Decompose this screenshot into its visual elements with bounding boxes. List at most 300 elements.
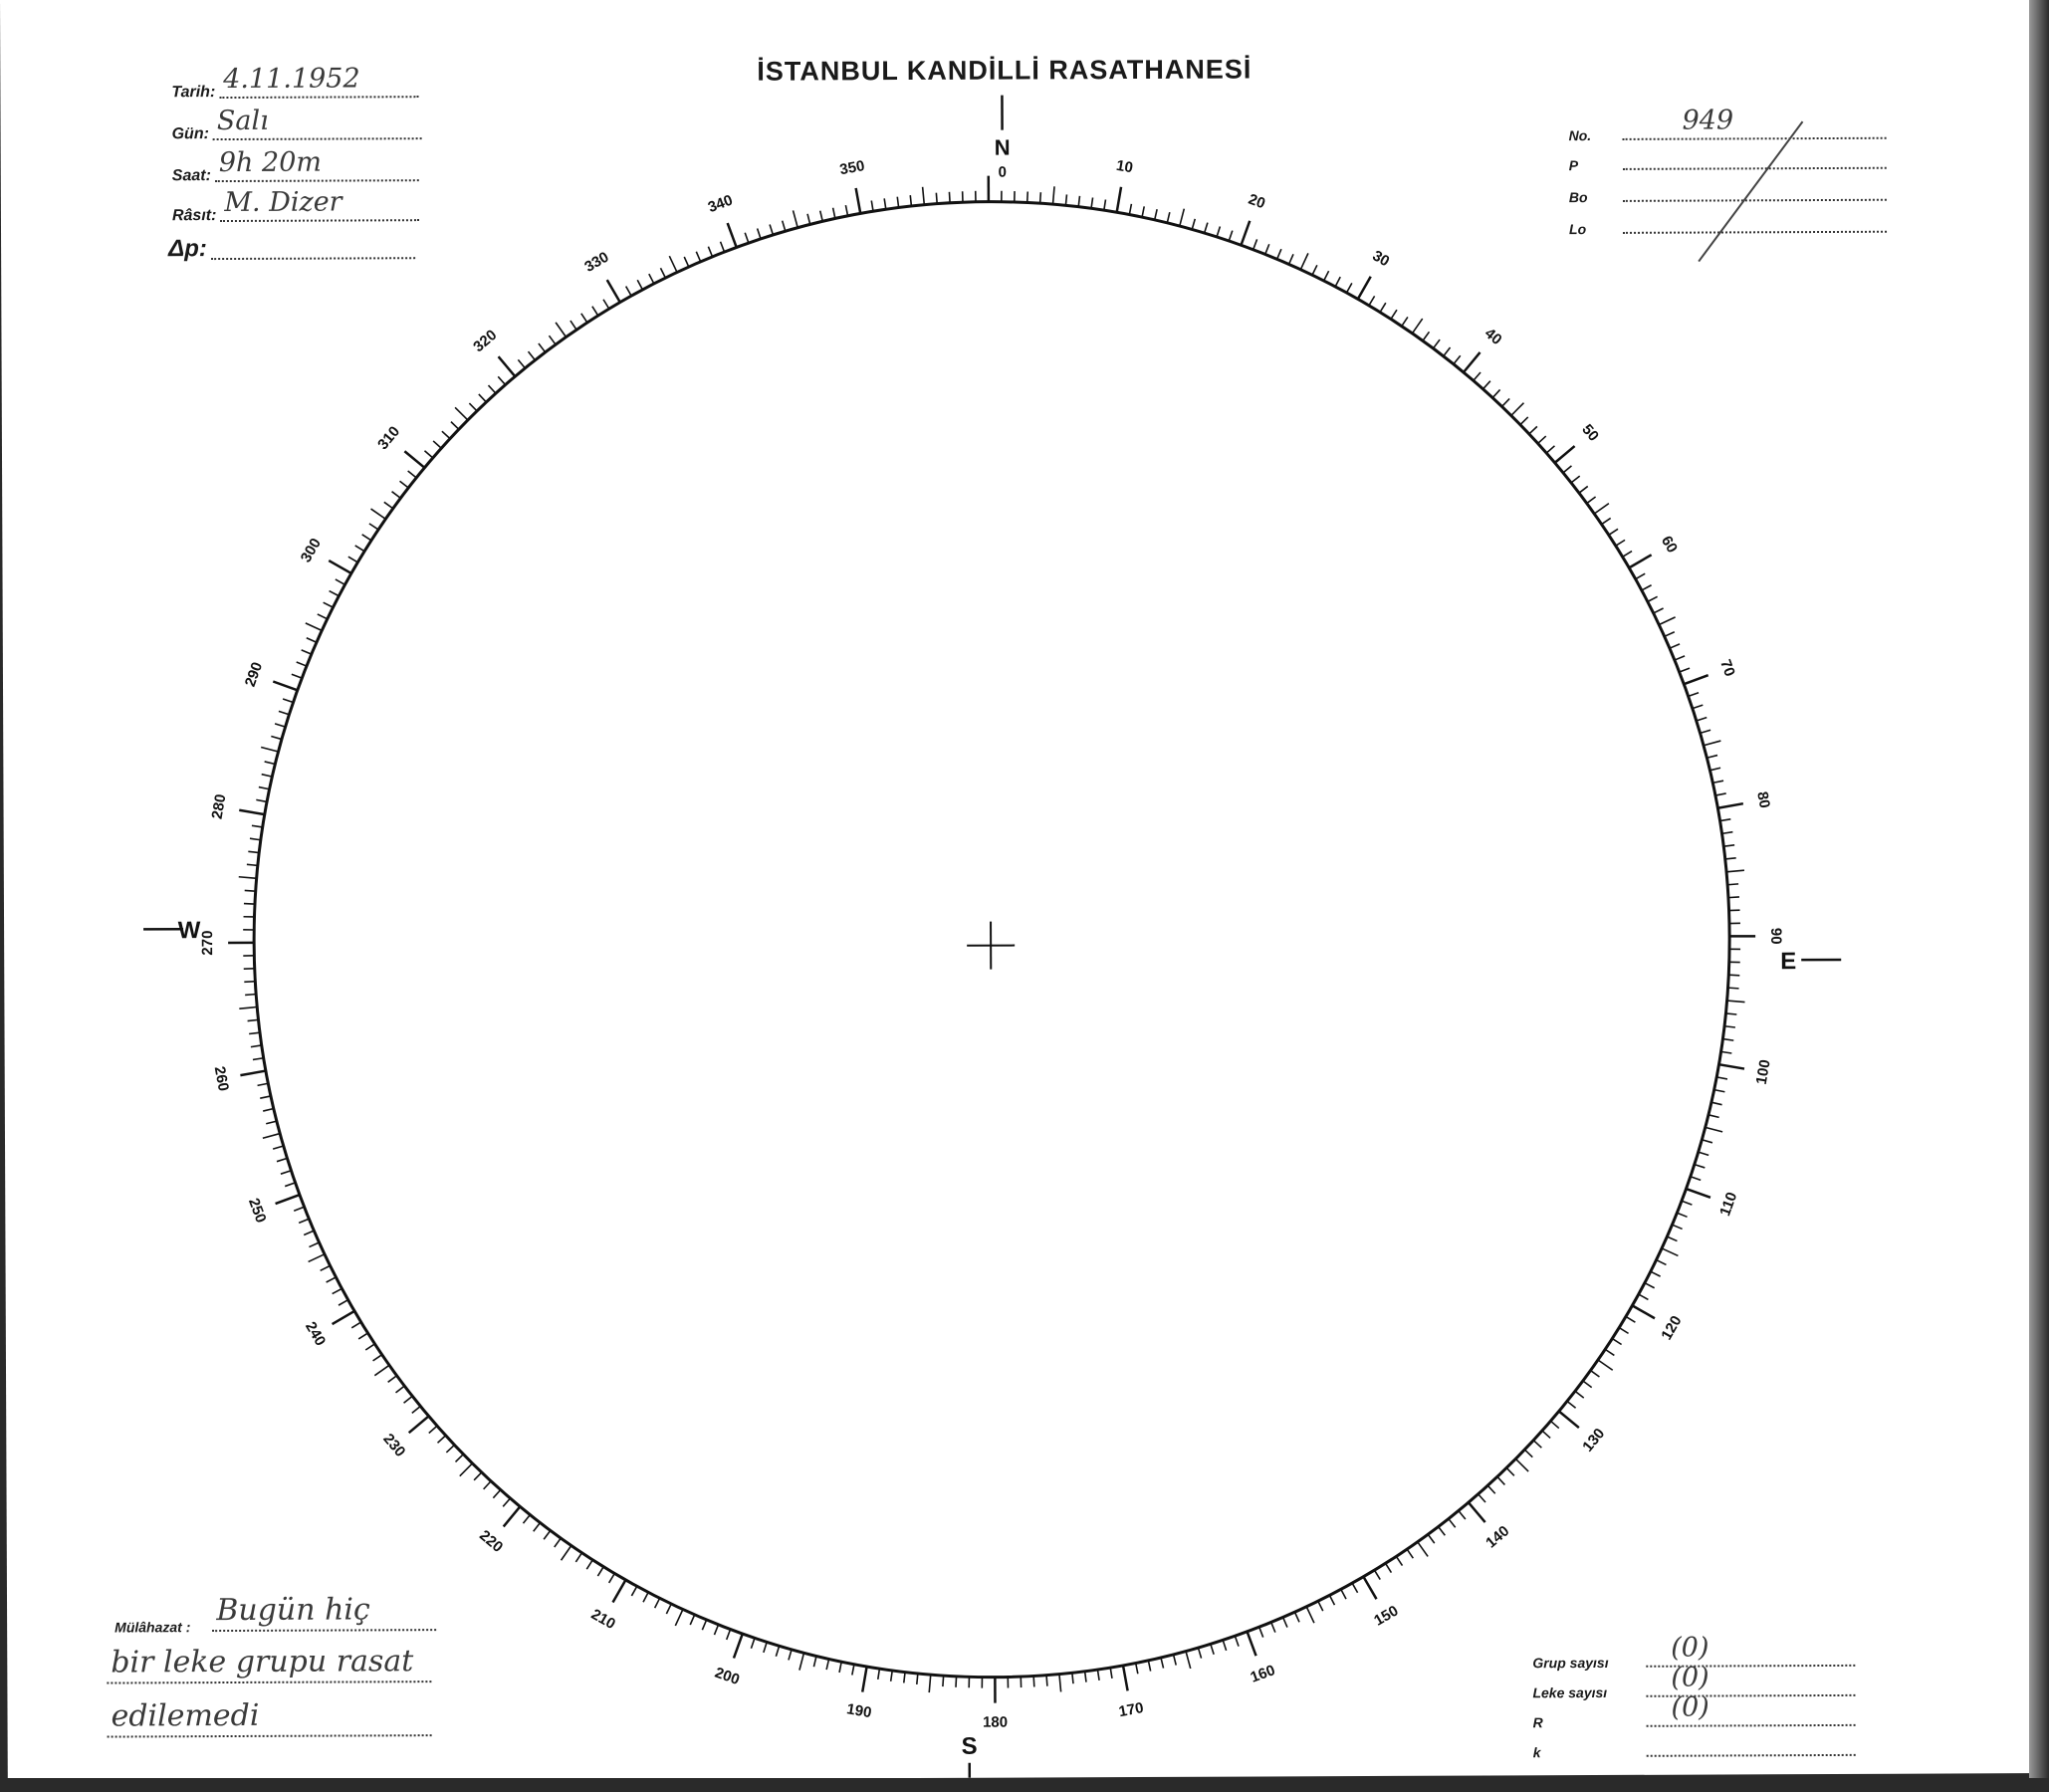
degree-tick <box>333 1288 342 1293</box>
degree-tick <box>734 1634 743 1658</box>
degree-label: 280 <box>208 792 230 821</box>
degree-tick <box>1721 832 1732 834</box>
degree-tick <box>455 407 468 420</box>
degree-tick <box>281 1171 292 1174</box>
k-field <box>1533 1724 1856 1760</box>
degree-tick <box>294 1207 304 1211</box>
degree-tick <box>1567 1401 1576 1408</box>
degree-tick <box>534 1523 541 1532</box>
degree-tick <box>1223 1640 1226 1651</box>
degree-tick <box>266 1121 277 1124</box>
degree-tick <box>612 1580 625 1603</box>
degree-tick <box>1198 1648 1201 1659</box>
degree-label: 260 <box>210 1064 232 1093</box>
degree-tick <box>1205 223 1208 234</box>
degree-tick <box>339 1300 348 1305</box>
degree-tick <box>910 195 911 206</box>
degree-tick <box>1423 332 1430 340</box>
degree-tick <box>251 1045 262 1047</box>
degree-tick <box>1428 1534 1435 1543</box>
degree-tick <box>329 560 351 573</box>
degree-tick <box>362 535 371 541</box>
degree-tick <box>297 662 307 666</box>
degree-tick <box>1672 1225 1682 1229</box>
degree-tick <box>306 623 322 631</box>
remarks-label: Mülâhazat : <box>114 1619 191 1636</box>
degree-tick <box>1117 187 1122 213</box>
degree-tick <box>1632 1305 1655 1318</box>
degree-label: 180 <box>983 1713 1009 1731</box>
degree-tick <box>395 1386 404 1393</box>
degree-label: 200 <box>712 1664 742 1689</box>
degree-tick <box>275 724 286 727</box>
degree-tick <box>1714 1090 1725 1092</box>
degree-tick <box>1306 1607 1314 1623</box>
degree-tick <box>666 1604 671 1614</box>
degree-tick <box>1520 417 1528 425</box>
degree-tick <box>1241 221 1250 245</box>
degree-tick <box>923 187 925 205</box>
zero-degree-label: 0 <box>998 163 1007 181</box>
degree-tick <box>277 1158 288 1161</box>
degree-tick <box>1657 1260 1667 1265</box>
degree-label: 210 <box>587 1605 618 1634</box>
degree-tick <box>1346 283 1351 293</box>
degree-label: 300 <box>297 535 325 565</box>
degree-tick <box>1167 212 1170 223</box>
r-label: R <box>1532 1714 1543 1731</box>
degree-tick <box>437 1436 445 1443</box>
degree-tick <box>1300 253 1308 269</box>
degree-tick <box>1651 1271 1661 1276</box>
p-label: P <box>1568 157 1579 174</box>
remarks-field <box>114 1592 436 1636</box>
degree-tick <box>643 1592 648 1602</box>
degree-tick <box>1318 1601 1323 1611</box>
degree-tick <box>929 1675 931 1692</box>
degree-tick <box>1699 1152 1709 1155</box>
degree-tick <box>1642 585 1652 590</box>
degree-tick <box>1229 231 1233 241</box>
degree-tick <box>283 699 293 703</box>
degree-tick <box>424 451 432 458</box>
degree-tick <box>1619 1328 1628 1334</box>
number-value: 949 <box>1682 105 1734 136</box>
degree-tick <box>1335 277 1340 287</box>
degree-tick <box>384 502 393 509</box>
remarks-line-2: bir leke grupu rasat <box>111 1644 414 1680</box>
degree-tick <box>1665 632 1675 637</box>
degree-tick <box>1689 693 1699 697</box>
degree-tick <box>451 422 459 430</box>
degree-tick <box>265 762 276 765</box>
degree-tick <box>1693 705 1704 708</box>
degree-label: 320 <box>470 326 501 356</box>
degree-tick <box>1662 1248 1678 1256</box>
degree-tick <box>1727 884 1738 885</box>
degree-tick <box>721 242 725 252</box>
time-label: Saat: <box>171 167 211 185</box>
degree-tick <box>523 1515 530 1524</box>
degree-label: 100 <box>1752 1058 1774 1086</box>
degree-tick <box>1482 381 1489 389</box>
degree-tick <box>392 492 401 499</box>
lo-label: Lo <box>1568 221 1587 238</box>
degree-tick <box>1072 1673 1073 1683</box>
degree-tick <box>1091 198 1093 209</box>
degree-tick <box>1728 975 1739 976</box>
degree-tick <box>684 257 689 267</box>
degree-tick <box>261 747 278 752</box>
degree-tick <box>529 351 536 360</box>
degree-tick <box>1341 1589 1346 1599</box>
degree-tick <box>358 1333 367 1339</box>
degree-tick <box>1454 355 1461 364</box>
degree-tick <box>1358 277 1371 300</box>
degree-tick <box>708 247 712 257</box>
degree-tick <box>1708 1115 1719 1118</box>
degree-tick <box>318 614 328 619</box>
degree-label: 120 <box>1658 1312 1686 1344</box>
degree-tick <box>1712 781 1723 783</box>
degree-tick <box>555 1538 562 1547</box>
degree-tick <box>884 198 886 209</box>
degree-tick <box>592 307 598 316</box>
degree-tick <box>745 233 749 243</box>
degree-tick <box>690 1615 695 1625</box>
degree-tick <box>1616 540 1625 546</box>
degree-tick <box>1538 436 1546 443</box>
degree-tick <box>813 1656 816 1667</box>
degree-tick <box>696 252 700 262</box>
degree-tick <box>1648 596 1658 601</box>
degree-tick <box>839 1662 841 1673</box>
degree-tick <box>1277 249 1281 259</box>
degree-tick <box>544 1530 551 1539</box>
solar-disc-circle <box>251 198 1732 1680</box>
degree-tick <box>1174 1655 1177 1666</box>
degree-tick <box>1136 1663 1138 1674</box>
degree-tick <box>474 1472 482 1480</box>
degree-tick <box>1725 1013 1736 1014</box>
degree-tick <box>1110 1668 1112 1679</box>
degree-tick <box>1046 1676 1047 1686</box>
degree-tick <box>1161 1658 1164 1669</box>
degree-tick <box>1587 497 1596 504</box>
degree-tick <box>409 1416 429 1433</box>
degree-label: 170 <box>1117 1698 1145 1721</box>
degree-tick <box>412 1406 421 1413</box>
degree-tick <box>1691 1177 1701 1181</box>
degree-tick <box>1724 1026 1735 1027</box>
degree-tick <box>655 1598 660 1608</box>
degree-tick <box>581 314 587 323</box>
degree-tick <box>1148 1661 1150 1672</box>
degree-label: 90 <box>1767 927 1785 945</box>
degree-tick <box>1626 1316 1635 1322</box>
degree-tick <box>1722 1039 1733 1041</box>
degree-tick <box>1546 446 1554 453</box>
degree-label: 70 <box>1716 657 1738 679</box>
west-label: W <box>177 917 201 945</box>
degree-label: 250 <box>245 1196 270 1226</box>
degree-tick <box>852 1665 854 1676</box>
degree-tick <box>1097 1670 1099 1680</box>
degree-tick <box>1180 209 1185 226</box>
degree-tick <box>302 650 312 654</box>
degree-tick <box>1707 756 1717 759</box>
degree-tick <box>1433 339 1440 348</box>
degree-tick <box>1639 1294 1649 1299</box>
degree-tick <box>1294 1612 1299 1622</box>
remarks-line-3: edilemedi <box>111 1697 260 1734</box>
degree-tick <box>1725 858 1736 859</box>
degree-tick <box>871 200 873 211</box>
degree-tick <box>1059 1675 1061 1692</box>
degree-tick <box>244 982 255 983</box>
degree-tick <box>943 1676 944 1686</box>
delta-p-label: Δp: <box>168 235 207 263</box>
degree-tick <box>442 431 450 439</box>
degree-tick <box>626 287 631 297</box>
degree-tick <box>333 1311 355 1324</box>
degree-tick <box>820 211 823 222</box>
degree-tick <box>321 1265 331 1270</box>
degree-label: 290 <box>241 659 267 690</box>
degree-tick <box>371 509 386 519</box>
degree-label: 140 <box>1482 1522 1513 1552</box>
degree-tick <box>1155 209 1158 220</box>
degree-tick <box>845 205 847 216</box>
degree-label: 150 <box>1371 1602 1402 1630</box>
degree-label: 10 <box>1114 156 1135 177</box>
remarks-row-2 <box>107 1644 431 1683</box>
degree-label: 350 <box>838 157 866 179</box>
degree-tick <box>484 1481 492 1489</box>
degree-tick <box>549 336 556 344</box>
degree-tick <box>807 214 810 225</box>
spot-count-label: Leke sayısı <box>1532 1683 1608 1701</box>
degree-tick <box>239 1007 257 1008</box>
observer-label: Râsıt: <box>171 207 217 225</box>
degree-tick <box>1479 1494 1485 1502</box>
time-value: 9h 20m <box>218 146 323 179</box>
degree-tick <box>833 208 835 219</box>
degree-tick <box>260 1096 271 1098</box>
degree-tick <box>1684 675 1708 684</box>
degree-tick <box>1186 1652 1191 1669</box>
degree-tick <box>607 280 620 303</box>
degree-tick <box>1449 1519 1456 1528</box>
degree-tick <box>1575 1391 1584 1398</box>
degree-tick <box>488 385 495 393</box>
south-label: S <box>961 1732 978 1760</box>
degree-tick <box>245 890 256 891</box>
degree-tick <box>1524 1450 1532 1457</box>
north-label: N <box>994 134 1011 160</box>
degree-tick <box>669 256 677 272</box>
degree-label: 30 <box>1369 247 1393 271</box>
degree-tick <box>1695 1165 1706 1168</box>
degree-tick <box>702 1620 706 1630</box>
degree-label: 130 <box>1579 1425 1609 1456</box>
degree-tick <box>1579 486 1588 493</box>
degree-tick <box>248 1019 259 1020</box>
degree-tick <box>404 451 424 468</box>
degree-tick <box>1709 768 1720 771</box>
degree-tick <box>1217 226 1220 237</box>
degree-tick <box>247 864 258 865</box>
degree-tick <box>1391 310 1397 319</box>
k-label: k <box>1532 1744 1541 1761</box>
degree-tick <box>856 188 861 214</box>
degree-tick <box>1721 1051 1732 1053</box>
observer-value: M. Dizer <box>224 186 342 219</box>
degree-tick <box>1555 446 1575 463</box>
degree-label: 230 <box>379 1430 409 1460</box>
degree-tick <box>309 1254 325 1262</box>
degree-tick <box>1629 555 1652 567</box>
degree-tick <box>351 1322 360 1328</box>
degree-label: 50 <box>1578 420 1603 445</box>
degree-tick <box>917 1674 918 1684</box>
degree-tick <box>1033 1676 1034 1686</box>
day-label: Gün: <box>171 125 209 143</box>
degree-tick <box>373 1355 382 1361</box>
degree-tick <box>539 343 546 352</box>
degree-tick <box>789 1650 792 1661</box>
degree-tick <box>609 1574 615 1583</box>
r-value: (0) <box>1671 1691 1709 1723</box>
degree-tick <box>307 638 317 643</box>
strike-through-mark <box>1699 121 1804 261</box>
degree-tick <box>250 838 261 840</box>
degree-tick <box>1253 239 1257 249</box>
degree-tick <box>429 1426 437 1433</box>
degree-tick <box>249 1032 260 1033</box>
observatory-title: İSTANBUL KANDİLLİ RASATHANESİ <box>757 54 1252 87</box>
degree-tick <box>1529 426 1537 434</box>
degree-tick <box>1329 1595 1334 1605</box>
degree-tick <box>1511 403 1524 416</box>
degree-tick <box>751 1638 755 1648</box>
degree-tick <box>433 441 441 448</box>
degree-tick <box>862 1667 867 1692</box>
degree-tick <box>1706 1127 1722 1132</box>
degree-tick <box>1715 793 1726 795</box>
degree-tick <box>1506 1467 1514 1475</box>
degree-tick <box>263 1134 280 1139</box>
degree-tick <box>1192 219 1195 230</box>
degree-tick <box>936 193 937 204</box>
degree-tick <box>891 1671 893 1681</box>
degree-tick <box>240 1071 266 1076</box>
degree-tick <box>1542 1431 1550 1438</box>
degree-tick <box>1265 244 1269 254</box>
degree-label: 110 <box>1716 1190 1741 1219</box>
degree-tick <box>1380 303 1386 312</box>
degree-tick <box>327 1277 337 1282</box>
degree-tick <box>556 323 566 337</box>
degree-tick <box>1563 466 1572 473</box>
degree-tick <box>1459 1510 1466 1519</box>
degree-tick <box>1407 1549 1413 1558</box>
degree-tick <box>1654 608 1664 613</box>
degree-tick <box>324 602 334 607</box>
degree-tick <box>1701 730 1711 733</box>
degree-tick <box>273 681 297 690</box>
degree-tick <box>446 1445 454 1453</box>
degree-tick <box>1726 870 1744 872</box>
degree-tick <box>1583 1381 1592 1388</box>
degree-tick <box>897 197 898 208</box>
degree-tick <box>1571 476 1580 483</box>
degree-tick <box>794 210 798 227</box>
degree-tick <box>503 1498 510 1506</box>
number-label: No. <box>1568 127 1592 144</box>
degree-tick <box>408 471 417 478</box>
degree-tick <box>1716 1077 1727 1079</box>
degree-tick <box>1728 897 1739 898</box>
degree-tick <box>1386 1563 1392 1572</box>
degree-tick <box>1697 718 1708 721</box>
degree-tick <box>1667 1236 1677 1241</box>
degree-tick <box>1289 254 1294 264</box>
degree-tick <box>404 1396 413 1403</box>
degree-tick <box>597 1567 603 1576</box>
scan-shadow-right <box>2029 0 2049 1792</box>
spot-count-value: (0) <box>1671 1662 1709 1693</box>
degree-tick <box>631 1586 636 1596</box>
degree-tick <box>1659 617 1675 625</box>
degree-tick <box>1324 271 1329 281</box>
degree-tick <box>504 1506 521 1526</box>
degree-tick <box>279 711 290 714</box>
degree-tick <box>799 1653 804 1670</box>
degree-tick <box>1439 1526 1446 1535</box>
degree-tick <box>455 1455 463 1462</box>
group-count-label: Grup sayısı <box>1532 1654 1609 1672</box>
degree-tick <box>570 321 576 330</box>
degree-tick <box>1052 186 1054 204</box>
degree-tick <box>479 394 487 402</box>
degree-tick <box>1487 1485 1494 1493</box>
degree-tick <box>388 1376 397 1383</box>
degree-tick <box>1474 372 1480 380</box>
degree-tick <box>1591 1371 1600 1378</box>
degree-label: 220 <box>476 1526 507 1556</box>
degree-tick <box>493 1490 500 1498</box>
group-count-value: (0) <box>1671 1632 1709 1664</box>
degree-tick <box>271 736 282 739</box>
degree-tick <box>770 225 773 236</box>
degree-tick <box>273 1146 284 1149</box>
degree-tick <box>1645 1283 1655 1288</box>
degree-tick <box>1636 573 1646 578</box>
degree-tick <box>262 775 273 778</box>
degree-tick <box>1363 1577 1376 1600</box>
degree-tick <box>783 221 786 232</box>
degree-tick <box>1027 191 1028 202</box>
day-value: Salı <box>216 105 269 137</box>
degree-tick <box>1065 194 1066 205</box>
degree-tick <box>299 1219 309 1223</box>
degree-tick <box>1283 1617 1287 1627</box>
degree-tick <box>304 1231 314 1234</box>
degree-tick <box>263 1109 274 1112</box>
degree-tick <box>1602 518 1611 524</box>
degree-label: 190 <box>845 1700 873 1722</box>
